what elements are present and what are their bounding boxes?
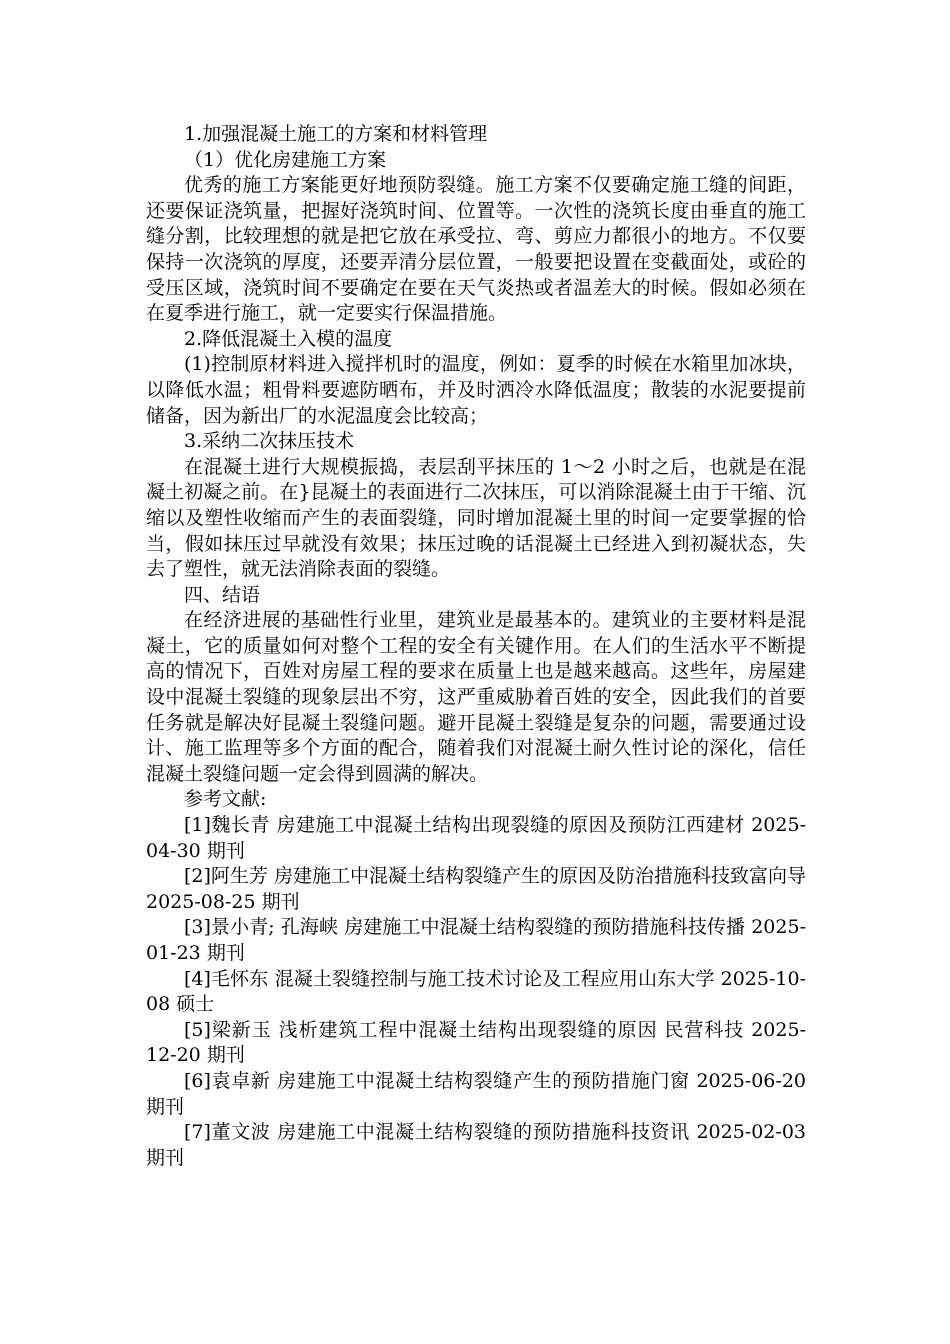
reference-item: [3]景小青; 孔海峡 房建施工中混凝土结构裂缝的预防措施科技传播 2025-01-23 期刊	[146, 916, 806, 964]
reference-item: [5]梁新玉 浅析建筑工程中混凝土结构出现裂缝的原因 民营科技 2025-12-20 期刊	[146, 1018, 806, 1067]
body-paragraph: (1)控制原材料进入搅拌机时的温度，例如：夏季的时候在水箱里加冰块，以降低水温；粗骨料要遮防晒布，并及时洒冷水降低温度；散装的水泥要提前储备，因为新出厂的水泥温度会比较高；	[146, 353, 806, 427]
reference-item: [4]毛怀东 混凝土裂缝控制与施工技术讨论及工程应用山东大学 2025-10-08 硕士	[146, 967, 806, 1016]
body-paragraph: 优秀的施工方案能更好地预防裂缝。施工方案不仅要确定施工缝的间距，还要保证浇筑量，把握好浇筑时间、位置等。一次性的浇筑长度由垂直的施工缝分割，比较理想的就是把它放在承受拉、弯、剪应力都很小的地方。不仅要保持一次浇筑的厚度，还要弄清分层位置，一般要把设置在变截面处，或砼的受压区域，浇筑时间不要确定在要在天气炎热或者温差大的时候。假如必须在在夏季进行施工，就一定要实行保温措施。	[146, 174, 806, 325]
references-heading: 参考文献:	[184, 788, 267, 811]
section-heading-3: 3.采纳二次抹压技术	[184, 430, 355, 453]
reference-item: [6]袁卓新 房建施工中混凝土结构裂缝产生的预防措施门窗 2025-06-20 期刊	[146, 1069, 806, 1118]
body-paragraph: 在混凝土进行大规模振捣，表层刮平抹压的 1～2 小时之后，也就是在混凝土初凝之前。在}昆凝土的表面进行二次抹压，可以消除混凝土由于干缩、沉缩以及塑性收缩而产生的表面裂缝，同时增加混凝土里的时间一定要掌握的恰当，假如抹压过早就没有效果；抹压过晚的话混凝土已经进入到初凝状态，失去了塑性，就无法消除表面的裂缝。	[146, 455, 806, 581]
reference-item: [1]魏长青 房建施工中混凝土结构出现裂缝的原因及预防江西建材 2025-04-30 期刊	[146, 814, 806, 862]
section-heading-conclusion: 四、结语	[184, 583, 261, 606]
body-paragraph: 在经济进展的基础性行业里，建筑业是最基本的。建筑业的主要材料是混凝土，它的质量如何对整个工程的安全有关键作用。在人们的生活水平不断提高的情况下，百姓对房屋工程的要求在质量上也是越来越高。这些年，房屋建设中混凝土裂缝的现象层出不穷，这严重威胁着百姓的安全，因此我们的首要任务就是解决好昆凝土裂缝问题。避开昆凝土裂缝是复杂的问题，需要通过设计、施工监理等多个方面的配合，随着我们对混凝土耐久性讨论的深化，信任混凝土裂缝问题一定会得到圆满的解决。	[146, 609, 806, 785]
section-heading-1: 1.加强混凝土施工的方案和材料管理	[184, 123, 488, 145]
document-page	[146, 122, 806, 1171]
reference-item: [7]董文波 房建施工中混凝土结构裂缝的预防措施科技资讯 2025-02-03 期刊	[146, 1121, 806, 1169]
section-heading-2: 2.降低混凝土入模的温度	[184, 327, 393, 350]
reference-item: [2]阿生芳 房建施工中混凝土结构裂缝产生的原因及防治措施科技致富向导 2025-08-25 期刊	[146, 865, 806, 913]
subsection-heading-1-1: （1）优化房建施工方案	[184, 148, 387, 171]
